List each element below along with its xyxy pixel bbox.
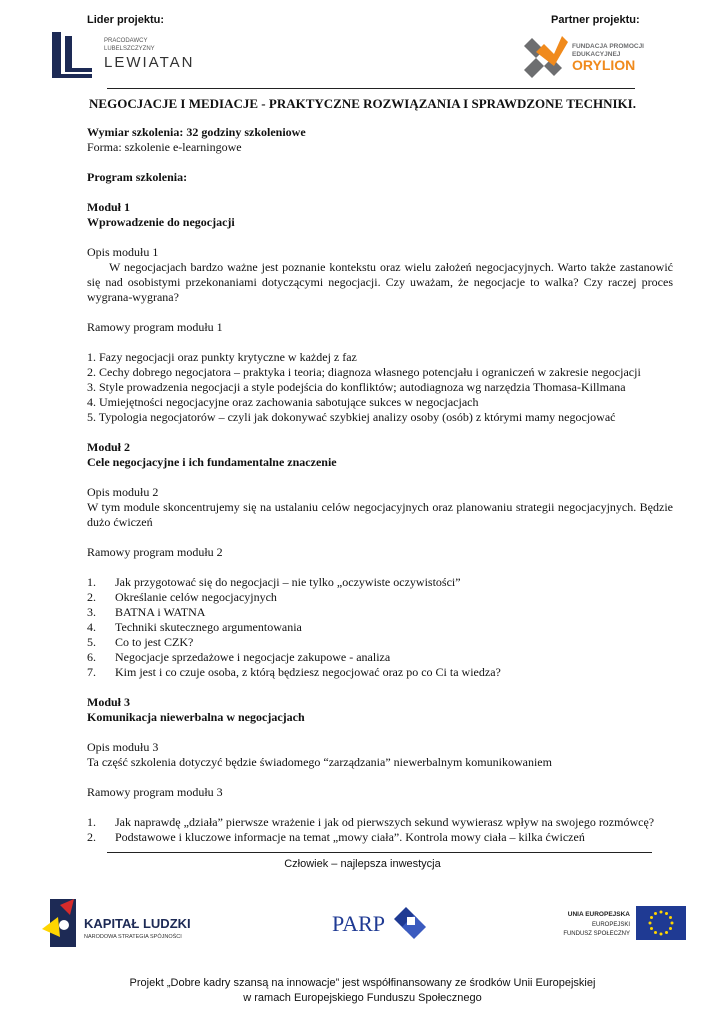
parp-logo xyxy=(332,903,432,943)
item-text: BATNA i WATNA xyxy=(115,605,206,619)
partner-label: Partner projektu: xyxy=(551,14,640,26)
footer-rule xyxy=(107,852,652,853)
orylion-small1: FUNDACJA PROMOCJI xyxy=(572,43,644,50)
project-line1: Projekt „Dobre kadry szansą na innowacje” jest współfinansowany ze środków Unii Europejskiej xyxy=(129,977,596,989)
module2-name: Cele negocjacyjne i ich fundamentalne znaczenie xyxy=(87,455,337,469)
item-text: Kim jest i co czuje osoba, z którą będziesz negocjować oraz po co Ci ta wiedza? xyxy=(115,665,501,679)
ue-line2: EUROPEJSKI xyxy=(591,922,630,928)
kl-sub: NARODOWA STRATEGIA SPÓJNOŚCI xyxy=(84,934,182,940)
item-text: Jak naprawdę „działa” pierwsze wrażenie i jak od pierwszych sekund wywierasz wpływ na swojego rozmówcę? xyxy=(115,815,655,829)
module3-item xyxy=(87,815,673,830)
parp-text: PARP xyxy=(332,911,386,936)
module2-item xyxy=(87,575,673,590)
eu-logo xyxy=(558,904,688,944)
module2-item xyxy=(87,590,673,605)
module3-desc: Ta część szkolenia dotyczyć będzie świadomego “zarządzania” niewerbalnym komunikowaniem xyxy=(87,755,552,769)
item-number: 2. xyxy=(87,830,96,844)
module3-program-label: Ramowy program modułu 3 xyxy=(87,785,223,799)
module1-item: 3. Style prowadzenia negocjacji a style podejścia do konfliktów; autodiagnoza wg narzędzia Thomasa-Killmana xyxy=(87,380,626,394)
module1-item: 2. Cechy dobrego negocjatora – praktyka i teoria; diagnoza własnego potencjału i ograniczeń w zakresie negocjacji xyxy=(87,365,641,379)
item-number: 5. xyxy=(87,635,96,649)
module1-item: 4. Umiejętności negocjacyjne oraz zachowania sabotujące sukces w negocjacjach xyxy=(87,395,479,409)
item-number: 2. xyxy=(87,590,96,604)
module2-desc-label: Opis modułu 2 xyxy=(87,485,159,499)
document-body xyxy=(87,125,673,845)
lewiatan-small1: PRACODAWCY xyxy=(104,38,148,44)
parp-diamond-center xyxy=(407,917,415,925)
leader-label: Lider projektu: xyxy=(87,14,165,26)
module2-desc: W tym module skoncentrujemy się na ustalaniu celów negocjacyjnych oraz planowaniu strategii negocjacyjnych. Będzie dużo ćwiczeń xyxy=(87,500,673,529)
item-text: Co to jest CZK? xyxy=(115,635,194,649)
item-text: Podstawowe i kluczowe informacje na temat „mowy ciała”. Kontrola mowy ciała – kilka ćwiczeń xyxy=(115,830,585,844)
orylion-small2: EDUKACYJNEJ xyxy=(572,51,621,58)
ue-line1: UNIA EUROPEJSKA xyxy=(567,911,630,918)
item-text: Techniki skutecznego argumentowania xyxy=(115,620,302,634)
item-text: Jak przygotować się do negocjacji – nie tylko „oczywiste oczywistości” xyxy=(115,575,461,589)
module1-item: 1. Fazy negocjacji oraz punkty krytyczne w każdej z faz xyxy=(87,350,357,364)
lewiatan-small2: LUBELSZCZYZNY xyxy=(104,46,155,52)
document-title: NEGOCJACJE I MEDIACJE - PRAKTYCZNE ROZWIĄZANIA I SPRAWDZONE TECHNIKI. xyxy=(89,96,636,111)
module2-number: Moduł 2 xyxy=(87,440,131,454)
item-number: 1. xyxy=(87,815,96,829)
module1-name: Wprowadzenie do negocjacji xyxy=(87,215,235,229)
module3-number: Moduł 3 xyxy=(87,695,131,709)
item-number: 1. xyxy=(87,575,96,589)
program-heading: Program szkolenia: xyxy=(87,170,188,184)
footer-slogan: Człowiek – najlepsza inwestycja xyxy=(284,858,441,870)
module1-item: 5. Typologia negocjatorów – czyli jak dokonywać szybkiej analizy osoby (osób) z którymi mamy negocjować xyxy=(87,410,616,424)
project-line2: w ramach Europejskiego Funduszu Społecznego xyxy=(243,992,482,1004)
orylion-name: ORYLION xyxy=(572,57,636,73)
module3-desc-label: Opis modułu 3 xyxy=(87,740,159,754)
ue-line3: FUNDUSZ SPOŁECZNY xyxy=(563,931,630,937)
item-number: 7. xyxy=(87,665,96,679)
orylion-mark-gray2 xyxy=(524,58,544,78)
project-note xyxy=(0,976,725,1006)
module1-desc: W negocjacjach bardzo ważne jest poznanie kontekstu oraz wielu założeń negocjacyjnych. Warto także zastanowić się nad osobistymi przekonaniami dotyczącymi negocjacji. Czy uważam, że negocjacje to walka? Czy raczej proces wygrana-wygrana? xyxy=(87,260,673,304)
module1-program-label: Ramowy program modułu 1 xyxy=(87,320,223,334)
item-text: Określanie celów negocjacyjnych xyxy=(115,590,277,604)
module1-desc-label: Opis modułu 1 xyxy=(87,245,159,259)
lewiatan-logo xyxy=(48,30,198,80)
module3-name: Komunikacja niewerbalna w negocjacjach xyxy=(87,710,305,724)
lewiatan-name: LEWIATAN xyxy=(104,54,195,71)
module2-item xyxy=(87,650,673,665)
item-number: 3. xyxy=(87,605,96,619)
module2-item xyxy=(87,635,673,650)
orylion-logo xyxy=(522,32,662,80)
form: Forma: szkolenie e-learningowe xyxy=(87,140,242,154)
header-rule xyxy=(107,88,635,89)
module1-number: Moduł 1 xyxy=(87,200,131,214)
kapital-ludzki-logo xyxy=(40,895,210,950)
kl-mark-dot xyxy=(59,920,69,930)
lewiatan-mark-inner xyxy=(65,36,92,72)
module2-item xyxy=(87,665,673,680)
kl-name: KAPITAŁ LUDZKI xyxy=(84,916,191,931)
module3-item xyxy=(87,830,673,845)
duration: Wymiar szkolenia: 32 godziny szkoleniowe xyxy=(87,125,306,139)
item-text: Negocjacje sprzedażowe i negocjacje zakupowe - analiza xyxy=(115,650,391,664)
module2-item xyxy=(87,620,673,635)
item-number: 4. xyxy=(87,620,96,634)
module2-program-label: Ramowy program modułu 2 xyxy=(87,545,223,559)
module2-item xyxy=(87,605,673,620)
item-number: 6. xyxy=(87,650,96,664)
orylion-mark-check xyxy=(536,36,568,66)
